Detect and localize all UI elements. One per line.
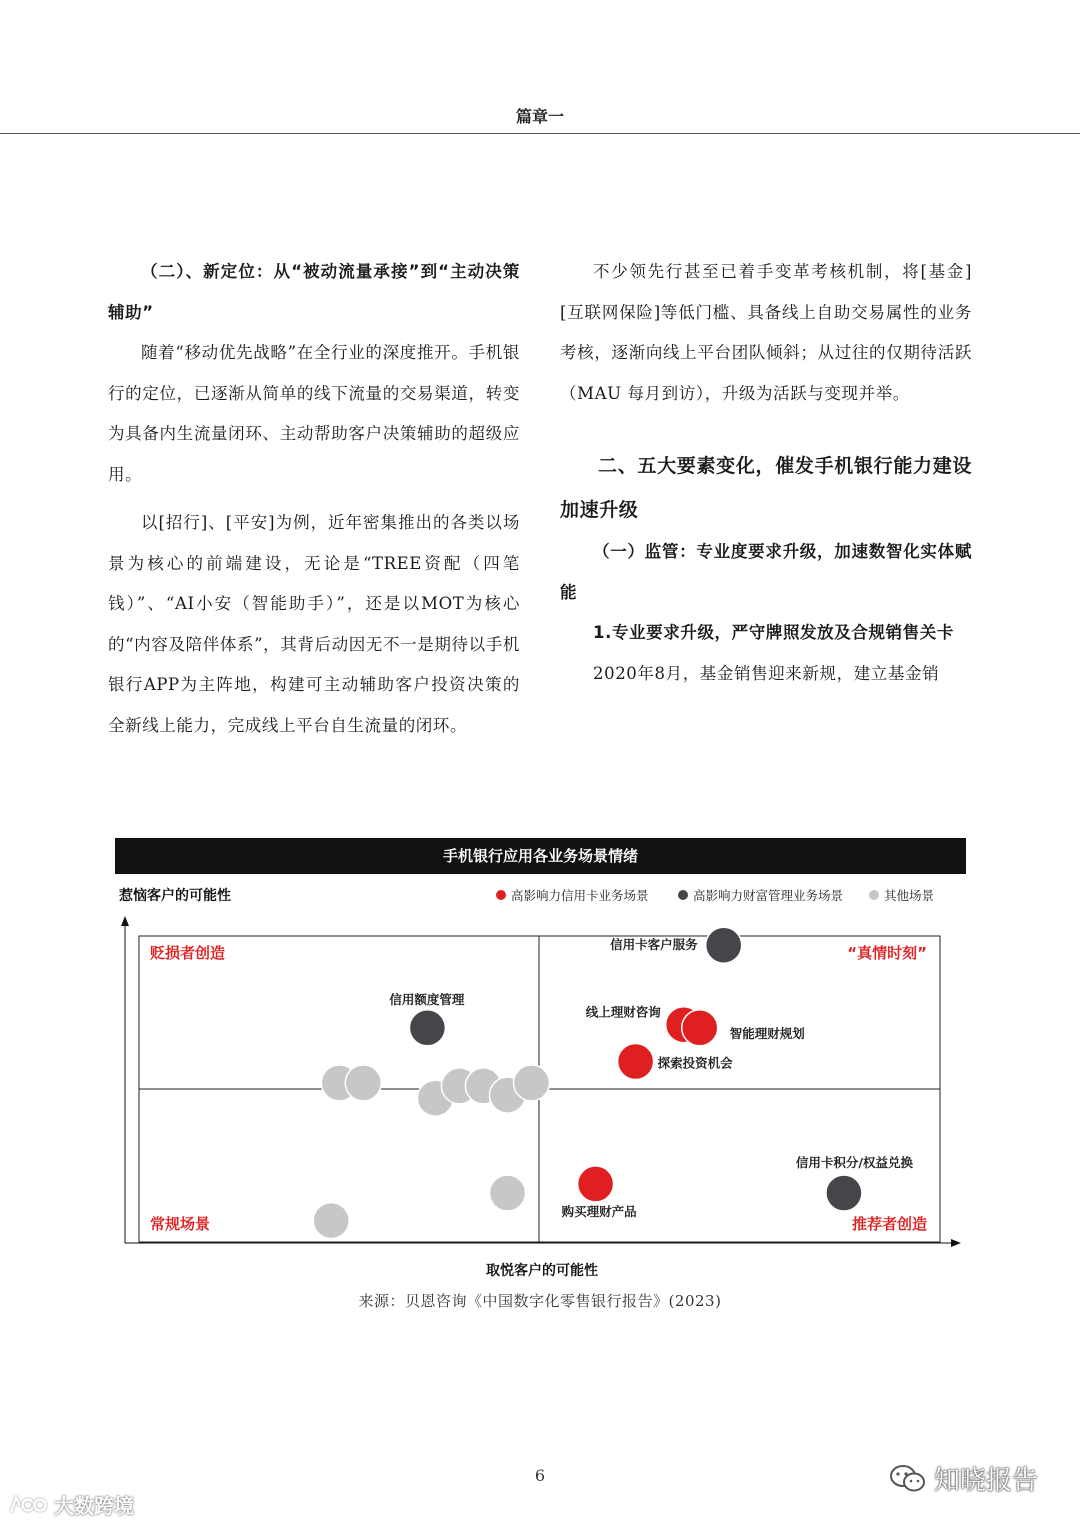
watermark-right [888, 1460, 1038, 1497]
quadrant-label-detractor: 贬损者创造 [150, 944, 226, 962]
watermark-right-text: 知晓报告 [934, 1466, 1039, 1496]
scatter-point-3 [682, 1010, 718, 1046]
scatter-point-other [490, 1175, 526, 1211]
scatter-point-0 [706, 927, 742, 963]
paragraph: 随着“移动优先战略”在全行业的深度推开。手机银行的定位，已逐渐从简单的线下流量的交易渠道，转变为具备内生流量闭环、主动帮助客户决策辅助的超级应用。 [108, 343, 520, 484]
x-axis-arrow [951, 1239, 961, 1247]
scatter-point-6 [578, 1166, 614, 1202]
quadrant-label-true-moment: “真情时刻” [847, 944, 927, 962]
scenario-emotion-chart [115, 838, 966, 1279]
right-column [560, 252, 972, 694]
scatter-point-other [313, 1203, 349, 1239]
running-header: 篇章一 [515, 107, 564, 126]
scatter-point-other [514, 1065, 550, 1101]
point-label: 信用卡客户服务 [610, 937, 698, 953]
subsection-heading-professional: 1.专业要求升级，严守牌照发放及合规销售关卡 [593, 623, 954, 642]
paragraph: 不少领先行甚至已着手变革考核机制，将[基金][互联网保险]等低门槛、具备线上自助交易属性的业务考核，逐渐向线上平台团队倾斜；从过往的仅期待活跃（MAU 每月到访），升级为活跃与变现并举。 [560, 262, 972, 403]
legend-swatch [869, 890, 879, 900]
legend-swatch [496, 890, 506, 900]
legend-label: 高影响力信用卡业务场景 [511, 888, 649, 903]
point-label: 线上理财咨询 [585, 1004, 661, 1020]
paragraph: 以[招行]、[平安]为例，近年密集推出的各类以场景为核心的前端建设，无论是“TREE资配（四笔钱）”、“AI小安（智能助手）”，还是以MOT为核心的“内容及陪伴体系”，其背后动因无不一是期待以手机银行APP为主阵地，构建可主动辅助客户投资决策的全新线上能力，完成线上平台自生流量的闭环。 [108, 513, 520, 735]
y-axis-arrow [121, 916, 129, 926]
brand-logo-icon [8, 1494, 48, 1516]
section-heading-new-positioning: （二）、新定位：从“被动流量承接”到“主动决策辅助” [108, 262, 520, 322]
chart-plot [115, 838, 966, 1279]
point-label: 信用额度管理 [389, 991, 465, 1007]
quadrant-label-routine: 常规场景 [150, 1215, 211, 1233]
scatter-point-1 [409, 1010, 445, 1046]
point-label: 信用卡积分/权益兑换 [795, 1155, 913, 1170]
scatter-point-4 [618, 1044, 654, 1080]
point-label: 智能理财规划 [729, 1025, 805, 1041]
x-axis-label: 取悦客户的可能性 [486, 1263, 598, 1279]
left-column [108, 252, 520, 746]
header-divider [0, 133, 1080, 134]
watermark-left-text: 大数跨境 [54, 1494, 134, 1518]
section-heading-five-factors: 二、五大要素变化，催发手机银行能力建设加速升级 [560, 455, 972, 521]
wechat-icon [888, 1463, 928, 1495]
point-label: 购买理财产品 [561, 1203, 637, 1219]
quadrant-label-promoter: 推荐者创造 [851, 1215, 927, 1233]
chart-title: 手机银行应用各业务场景情绪 [115, 838, 966, 874]
chart-source: 来源：贝恩咨询《中国数字化零售银行报告》(2023) [358, 1292, 722, 1310]
chart-legend [496, 888, 935, 903]
page-number: 6 [534, 1466, 546, 1485]
legend-label: 其他场景 [884, 888, 935, 903]
legend-label: 高影响力财富管理业务场景 [693, 888, 844, 903]
subsection-heading-regulation: （一）监管：专业度要求升级，加速数智化实体赋能 [560, 542, 972, 602]
watermark-left [8, 1490, 134, 1519]
legend-swatch [678, 890, 688, 900]
scatter-point-5 [826, 1175, 862, 1211]
y-axis-label: 惹恼客户的可能性 [119, 888, 231, 904]
paragraph: 2020年8月，基金销售迎来新规，建立基金销 [593, 663, 940, 683]
point-label: 探索投资机会 [657, 1055, 733, 1071]
scatter-point-other [345, 1065, 381, 1101]
